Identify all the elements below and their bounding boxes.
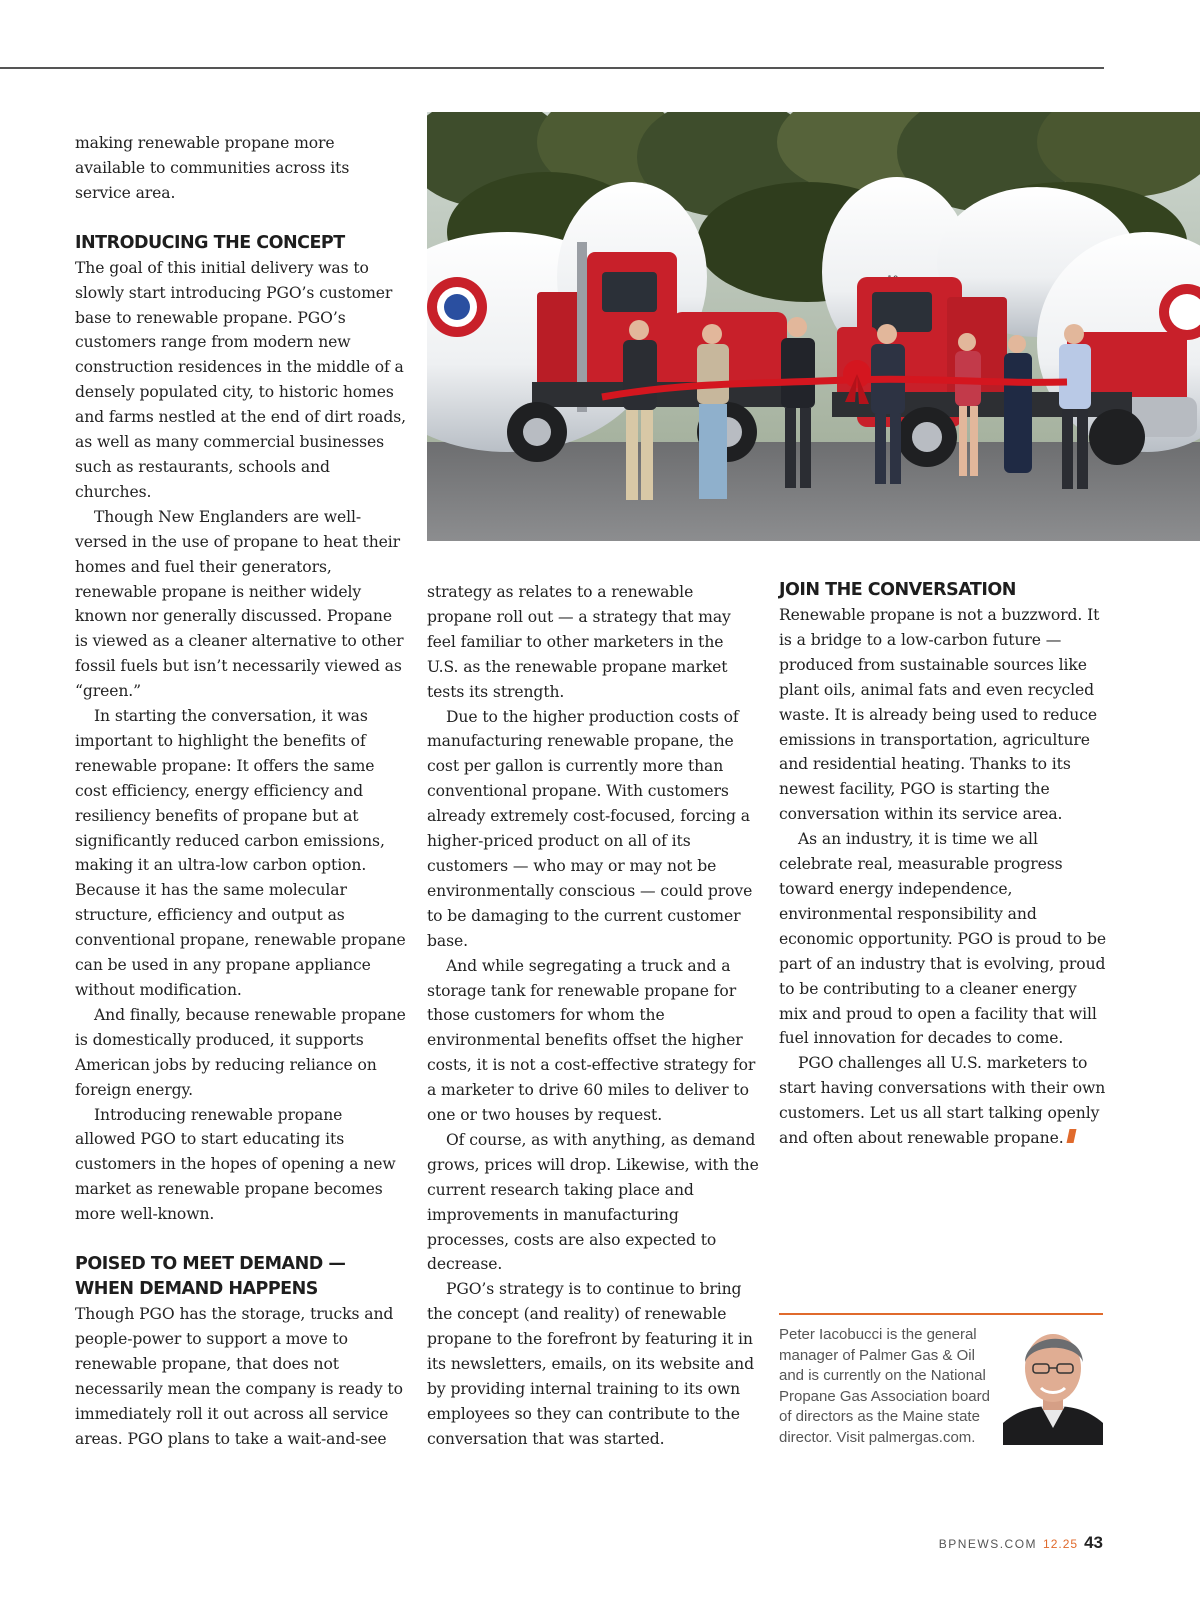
section-heading-introducing: INTRODUCING THE CONCEPT bbox=[75, 232, 345, 253]
paragraph: Of course, as with anything, as demand grows, prices will drop. Likewise, with the current research taking place and improvements in manufacturing processes, costs are also expected to decrease. bbox=[427, 1130, 759, 1274]
paragraph: And while segregating a truck and a storage tank for renewable propane for those customers for whom the environmental benefits offset the higher costs, it is not a cost-effective strategy for a marketer to drive 60 miles to deliver to one or two houses by request. bbox=[427, 956, 756, 1125]
paragraph bbox=[779, 1051, 1109, 1151]
paragraph: Though PGO has the storage, trucks and people-power to support a move to renewable propane, that does not necessarily mean the company is ready to immediately roll it out across all service areas. PGO plans to take a wait-and-see bbox=[75, 1305, 403, 1448]
ribbon-cutting-photo bbox=[427, 112, 1200, 541]
page-number: 43 bbox=[1084, 1533, 1103, 1552]
author-headshot bbox=[1003, 1318, 1103, 1445]
paragraph: Though New Englanders are well-versed in the use of propane to heat their homes and fuel their generators, renewable propane is neither widely known nor generally discussed. Propane is viewed as a cleaner alternative to other fossil fuels but isn’t necessarily viewed as “green.” bbox=[75, 507, 404, 701]
end-mark-icon bbox=[1066, 1129, 1076, 1143]
paragraph-text: PGO challenges all U.S. marketers to start having conversations with their own customers. Let us all start talking openly and often about renewable propane. bbox=[779, 1054, 1106, 1148]
paragraph: making renewable propane more available to communities across its service area. bbox=[75, 134, 350, 202]
paragraph: And finally, because renewable propane is domestically produced, it supports American jobs by reducing reliance on foreign energy. bbox=[75, 1005, 406, 1099]
paragraph: As an industry, it is time we all celebrate real, measurable progress toward energy independence, environmental responsibility and economic opportunity. PGO is proud to be part of an industry that is evolving, proud to be contributing to a cleaner energy mix and proud to open a facility that will fuel innovation for decades to come. bbox=[779, 830, 1106, 1048]
footer-site: BPNEWS.COM bbox=[938, 1537, 1038, 1551]
bio-rule bbox=[779, 1313, 1103, 1315]
paragraph: PGO’s strategy is to continue to bring the concept (and reality) of renewable propane to the forefront by featuring it in its newsletters, emails, on its website and by providing internal training to its own employees so they can contribute to the conversation that was started. bbox=[427, 1280, 755, 1448]
top-rule bbox=[0, 67, 1104, 69]
article-column-2 bbox=[427, 580, 759, 1452]
page-footer bbox=[939, 1533, 1103, 1553]
paragraph: Due to the higher production costs of manufacturing renewable propane, the cost per gallon is currently more than conventional propane. With customers already extremely cost-focused, forcing a higher-priced product on all of its customers — who may or may not be environmentally conscious — could prove to be damaging to the current customer base. bbox=[427, 707, 753, 950]
paragraph: In starting the conversation, it was important to highlight the benefits of renewable propane: It offers the same cost efficiency, energy efficiency and resiliency benefits of propane but at significantly reduced carbon emissions, making it an ultra-low carbon option. Because it has the same molecular structure, efficiency and output as conventional propane, renewable propane can be used in any propane appliance without modification. bbox=[75, 707, 406, 999]
paragraph: strategy as relates to a renewable propane roll out — a strategy that may feel familiar to other marketers in the U.S. as the renewable propane market tests its strength. bbox=[427, 583, 731, 701]
paragraph: Introducing renewable propane allowed PGO to start educating its customers in the hopes of opening a new market as renewable propane becomes more well-known. bbox=[75, 1105, 396, 1224]
author-bio: Peter Iacobucci is the general manager of Palmer Gas & Oil and is currently on the National Propane Gas Association board of directors as the Maine state director. Visit palmergas.com. bbox=[779, 1326, 990, 1446]
section-heading-join: JOIN THE CONVERSATION bbox=[779, 580, 1016, 600]
footer-issue: 12.25 bbox=[1043, 1537, 1079, 1551]
article-column-1 bbox=[75, 131, 407, 1452]
paragraph: The goal of this initial delivery was to slowly start introducing PGO’s customer base to renewable propane. PGO’s customers range from modern new construction residences in the middle of a densely populated city, to historic homes and farms nestled at the end of dirt roads, as well as many commercial businesses such as restaurants, schools and churches. bbox=[75, 258, 407, 501]
article-column-3 bbox=[779, 578, 1109, 1151]
paragraph: Renewable propane is not a buzzword. It is a bridge to a low-carbon future — produced from sustainable sources like plant oils, animal fats and even recycled waste. It is already being used to reduce emissions in transportation, agriculture and residential heating. Thanks to its newest facility, PGO is starting the conversation within its service area. bbox=[779, 606, 1100, 824]
section-heading-poised: POISED TO MEET DEMAND — WHEN DEMAND HAPPENS bbox=[75, 1254, 346, 1300]
